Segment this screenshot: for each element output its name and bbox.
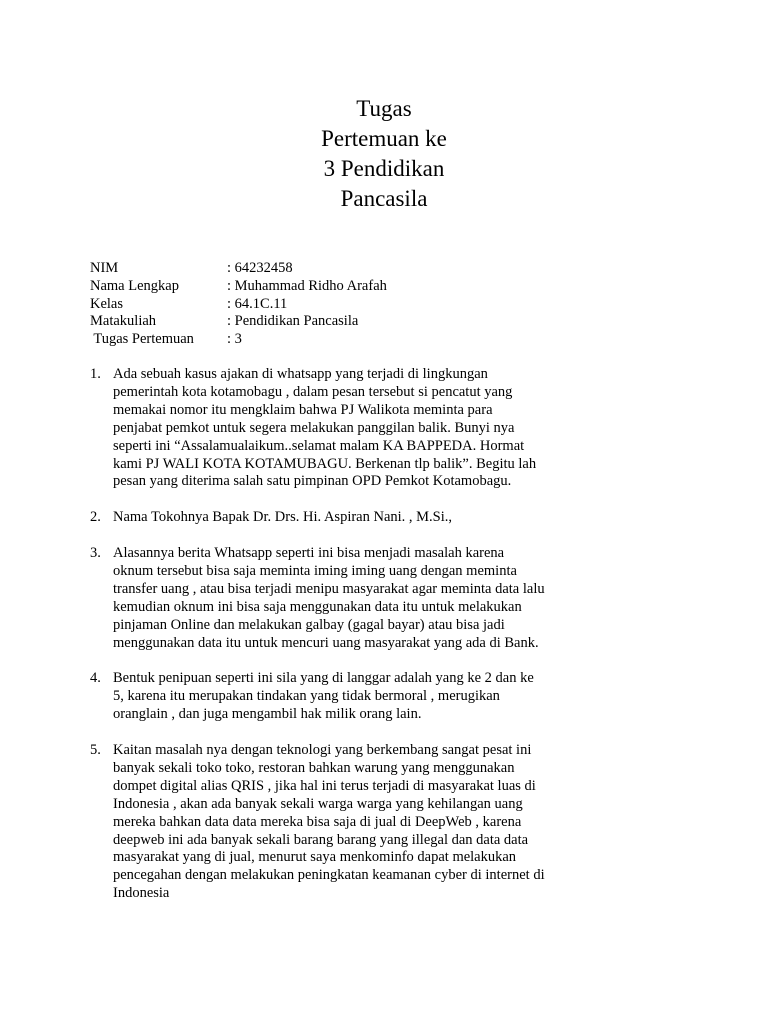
item-number: 5. <box>90 741 101 758</box>
list-item <box>90 670 568 724</box>
text-line: pemerintah kota kotamobagu , dalam pesan tersebut si pencatut yang <box>113 383 513 400</box>
title-line: Pancasila <box>340 186 428 211</box>
text-line: banyak sekali toko toko, restoran bahkan warung yang menggunakan <box>113 759 515 776</box>
text-line: Kaitan masalah nya dengan teknologi yang berkembang sangat pesat ini <box>113 741 532 758</box>
info-row-class <box>90 296 387 314</box>
text-line: masyarakat yang di jual, menurut saya menkominfo dapat melakukan <box>113 849 517 866</box>
title-line: Tugas <box>356 96 412 121</box>
info-row-name <box>90 278 387 296</box>
info-label: Nama Lengkap <box>90 277 179 294</box>
title-line: Pertemuan ke <box>321 126 447 151</box>
title-line: 3 Pendidikan <box>323 156 445 181</box>
text-line: mereka bahkan data data mereka bisa saja di jual di DeepWeb , karena <box>113 813 522 830</box>
text-line: kemudian oknum ini bisa saja menggunakan data itu untuk melakukan <box>113 598 522 615</box>
info-value: : 3 <box>227 331 242 348</box>
info-label: NIM <box>90 260 119 276</box>
text-line: dompet digital alias QRIS , jika hal ini terus terjadi di masyarakat luas di <box>113 777 536 794</box>
info-value: : 64.1C.11 <box>227 295 288 312</box>
info-row-course <box>90 313 387 331</box>
text-line: penjabat pemkot untuk segera melakukan panggilan balik. Bunyi nya <box>113 419 515 436</box>
text-line: Indonesia <box>113 885 170 902</box>
info-value: : Pendidikan Pancasila <box>227 313 359 330</box>
text-line: seperti ini “Assalamualaikum..selamat malam KA BAPPEDA. Hormat <box>113 437 525 454</box>
text-line: kami PJ WALI KOTA KOTAMUBAGU. Berkenan tlp balik”. Begitu lah <box>113 455 537 472</box>
item-text <box>113 670 568 724</box>
text-line: oknum tersebut bisa saja meminta iming iming uang dengan meminta <box>113 562 517 579</box>
text-line: memakai nomor itu mengklaim bahwa PJ Walikota meminta para <box>113 401 493 418</box>
item-text <box>113 509 568 527</box>
info-row-nim <box>90 260 387 278</box>
item-text <box>113 545 568 652</box>
text-line: 5, karena itu merupakan tindakan yang tidak bermoral , merugikan <box>113 688 500 705</box>
text-line: Bentuk penipuan seperti ini sila yang di langgar adalah yang ke 2 dan ke <box>113 670 534 687</box>
item-text <box>113 366 568 491</box>
list-item <box>90 545 568 652</box>
info-label: Tugas Pertemuan <box>90 331 194 348</box>
info-value: : Muhammad Ridho Arafah <box>227 277 387 294</box>
item-number: 4. <box>90 670 101 687</box>
text-line: Alasannya berita Whatsapp seperti ini bisa menjadi masalah karena <box>113 545 505 562</box>
list-item <box>90 366 568 491</box>
text-line: deepweb ini ada banyak sekali barang barang yang illegal dan data data <box>113 831 529 848</box>
text-line: oranglain , dan juga mengambil hak milik orang lain. <box>113 706 422 723</box>
text-line: Ada sebuah kasus ajakan di whatsapp yang terjadi di lingkungan <box>113 366 488 382</box>
text-line: Nama Tokohnya Bapak Dr. Drs. Hi. Aspiran Nani. , M.Si., <box>113 509 453 526</box>
info-label: Matakuliah <box>90 313 157 330</box>
student-info <box>90 260 387 349</box>
text-line: Indonesia , akan ada banyak sekali warga warga yang kehilangan uang <box>113 795 523 812</box>
text-line: menggunakan data itu untuk mencuri uang masyarakat yang ada di Bank. <box>113 634 539 651</box>
info-label: Kelas <box>90 295 124 312</box>
text-line: transfer uang , atau bisa terjadi menipu masyarakat agar meminta data lalu <box>113 580 545 597</box>
item-number: 1. <box>90 366 101 382</box>
info-value: : 64232458 <box>227 260 293 276</box>
info-row-meeting <box>90 331 387 349</box>
document-title <box>0 94 768 214</box>
text-line: pinjaman Online dan melakukan galbay (gagal bayar) atau bisa jadi <box>113 616 505 633</box>
text-line: pesan yang diterima salah satu pimpinan OPD Pemkot Kotamobagu. <box>113 473 512 490</box>
item-number: 2. <box>90 509 101 526</box>
answer-list <box>90 366 568 921</box>
list-item <box>90 742 568 903</box>
list-item <box>90 509 568 527</box>
item-text <box>113 742 568 903</box>
item-number: 3. <box>90 545 101 562</box>
text-line: pencegahan dengan melakukan peningkatan keamanan cyber di internet di <box>113 867 545 884</box>
